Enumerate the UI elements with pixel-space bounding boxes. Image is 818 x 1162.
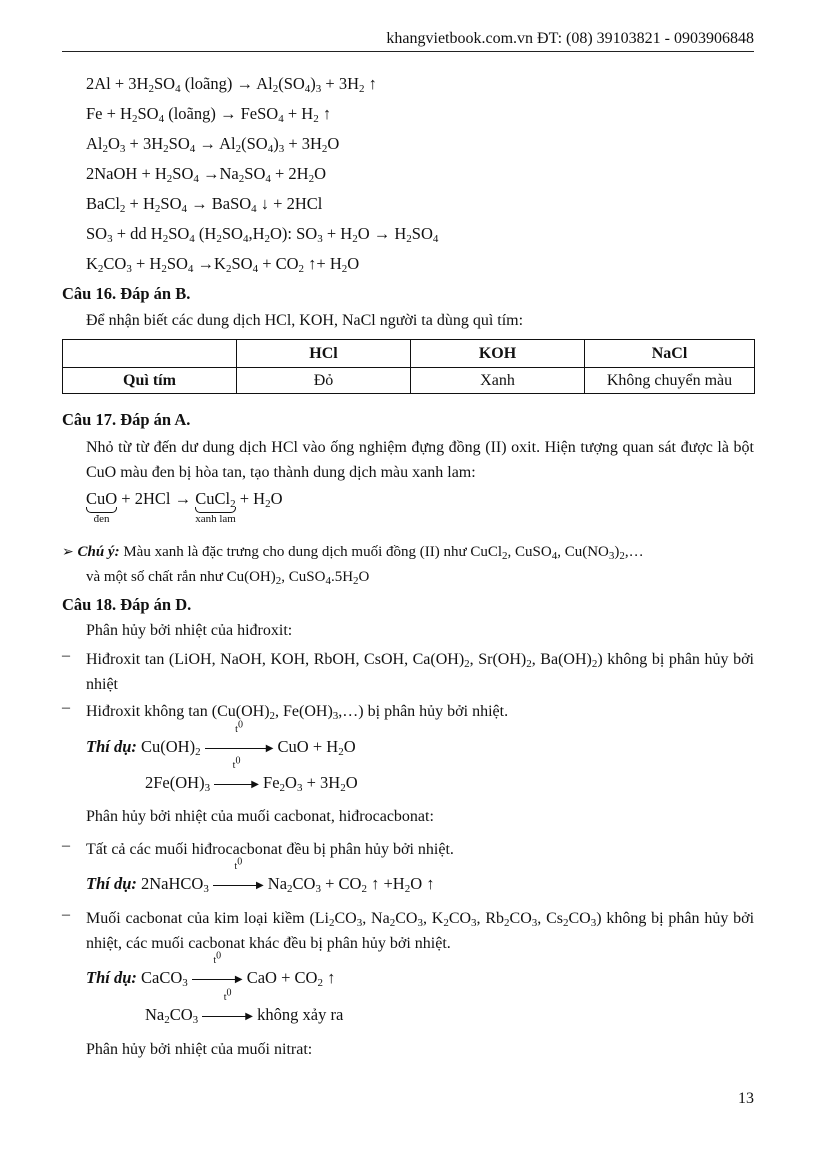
table-header-cell: NaCl <box>585 340 755 368</box>
example-label: Thí dụ: <box>86 968 137 987</box>
example-4: Thí dụ: CaCO$_3$ $t^0$ ▶ CaO + $CO_2$ ↑ <box>86 950 336 989</box>
table-header-row <box>63 340 755 368</box>
cucl2-underbrace: CuCl$_2$ xanh lam <box>195 489 236 525</box>
note-text-1: Màu xanh là đặc trưng cho dung dịch muối đồng (II) như CuCl$_2$, CuSO$_4$, $Cu(NO_3)_2,\dots$ <box>123 544 644 562</box>
dash-bullet: – <box>62 837 70 854</box>
table-row-label: Quì tím <box>63 368 237 394</box>
example-1: Thí dụ: $Cu(OH)_2$ $t^0$ ▶ CuO + $H_2O$ <box>86 719 356 758</box>
cuo-note: đen <box>93 513 110 525</box>
equation-7: $K_2CO_3 + H_2SO_4 \to K_2SO_4 + CO_2$ ↑+ $H_2O$ <box>86 254 360 275</box>
dash-bullet: – <box>62 699 70 716</box>
equation-3: $Al_2O_3 + 3H_2SO_4 \to Al_2(SO_4)_3 + 3H_2O$ <box>86 134 340 155</box>
note-line-1 <box>62 544 644 561</box>
cuo-underbrace: CuO đen <box>86 489 118 525</box>
equation-5: BaCl$_2$ + $H_2SO_4$ → BaSO$_4$ ↓ + 2HCl <box>86 194 323 215</box>
table-header-cell <box>63 340 237 368</box>
bullet-alkali-carbonate: Muối cacbonat của kim loại kiềm ($Li_2CO_3$, $Na_2CO_3$, $K_2CO_3$, $Rb_2CO_3$, $Cs_2CO_3$) không bị phân hủy bởi nhiệt, các muối cacbonat khác đều bị phân hủy bởi nhiệt. <box>86 910 755 952</box>
cuo-reaction: CuO đen + 2HCl → CuCl$_2$ xanh lam + $H_2O$ <box>86 489 283 525</box>
table-header-cell: HCl <box>237 340 411 368</box>
heat-arrow-icon: $t^0$ ▶ <box>192 968 243 988</box>
example-3: Thí dụ: 2NaHCO$_3$ $t^0$ ▶ $Na_2CO_3 + CO_2$ ↑ $+H_2O$ ↑ <box>86 856 435 895</box>
page-number: 13 <box>738 1090 754 1107</box>
equation-1: $2Al + 3H_2SO_4$ (loãng) → $Al_2(SO_4)_3 + 3H_2$ ↑ <box>86 74 377 95</box>
bullet-insoluble-hydroxide: Hiđroxit không $\tan (Cu(OH)_2$, $Fe(OH)_3,\dots$) bị phân hủy bởi nhiệt. <box>86 703 509 722</box>
nitrate-heading: Phân hủy bởi nhiệt của muối nitrat: <box>86 1041 313 1058</box>
question-18-title: Câu 18. Đáp án D. <box>62 595 192 614</box>
example-2: $2Fe(OH)_3$ $t^0$ ▶ $Fe_2O_3 + 3H_2O$ <box>145 755 358 794</box>
header-phone: ĐT: (08) 39103821 - 0903906848 <box>537 30 754 47</box>
carbonate-heading: Phân hủy bởi nhiệt của muối cacbonat, hiđrocacbonat: <box>86 808 434 825</box>
dash-bullet: – <box>62 906 70 923</box>
example-label: Thí dụ: <box>86 737 137 756</box>
bullet-hydrocarbonate: Tất cả các muối hiđrocacbonat đều bị phân hủy bởi nhiệt. <box>86 841 454 858</box>
equation-2: $Fe + H_2SO_4$ (loãng) → FeSO$_4$ + $H_2$ ↑ <box>86 104 332 125</box>
heat-arrow-icon: $t^0$ ▶ <box>205 737 274 757</box>
litmus-table <box>62 339 755 394</box>
table-row <box>63 368 755 394</box>
table-cell: Đỏ <box>237 368 411 394</box>
cucl2-note: xanh lam <box>195 513 236 525</box>
question-17-title: Câu 17. Đáp án A. <box>62 410 191 429</box>
bullet-soluble-hydroxide: Hiđroxit tan (LiOH, NaOH, KOH, RbOH, CsOH, $Ca(OH)_2$, $Sr(OH)_2$, $Ba(OH)_2$) không bị phân hủy bởi nhiệt <box>86 651 754 693</box>
arrow-bullet-icon: ➢ <box>62 544 74 560</box>
table-header-cell: KOH <box>411 340 585 368</box>
table-cell: Không chuyển màu <box>585 368 755 394</box>
header-site: khangvietbook.com.vn <box>386 30 534 47</box>
equation-4: 2NaOH + $H_2SO_4 \to Na_2SO_4 + 2H_2O$ <box>86 164 327 185</box>
heat-arrow-icon: $t^0$ ▶ <box>214 773 259 793</box>
dash-bullet: – <box>62 647 70 664</box>
note-label: Chú ý: <box>77 544 120 560</box>
table-cell: Xanh <box>411 368 585 394</box>
question-16-title: Câu 16. Đáp án B. <box>62 284 191 303</box>
page-header <box>62 30 754 52</box>
question-17-text: Nhỏ từ từ đến dư dung dịch HCl vào ống nghiệm đựng đồng (II) oxit. Hiện tượng quan sát được là bột CuO màu đen bị hòa tan, tạo thành dung dịch màu xanh lam: <box>86 439 754 481</box>
hydroxide-heading: Phân hủy bởi nhiệt của hiđroxit: <box>86 622 293 639</box>
heat-arrow-icon: $t^0$ ▶ <box>202 1005 253 1025</box>
heat-arrow-icon: $t^0$ ▶ <box>213 874 264 894</box>
note-text-2: và một số chất rắn như $Cu(OH)_2$, $CuSO_4.5H_2O$ <box>86 569 370 587</box>
example-5: $Na_2CO_3$ $t^0$ ▶ không xảy ra <box>145 987 344 1026</box>
question-16-intro: Để nhận biết các dung dịch HCl, KOH, NaCl người ta dùng quì tím: <box>86 312 524 329</box>
equation-6: $SO_3$ + dd $H_2SO_4$ $(H_2SO_4,H_2O)$: $SO_3 + H_2O \to H_2SO_4$ <box>86 224 439 245</box>
example-label: Thí dụ: <box>86 874 137 893</box>
